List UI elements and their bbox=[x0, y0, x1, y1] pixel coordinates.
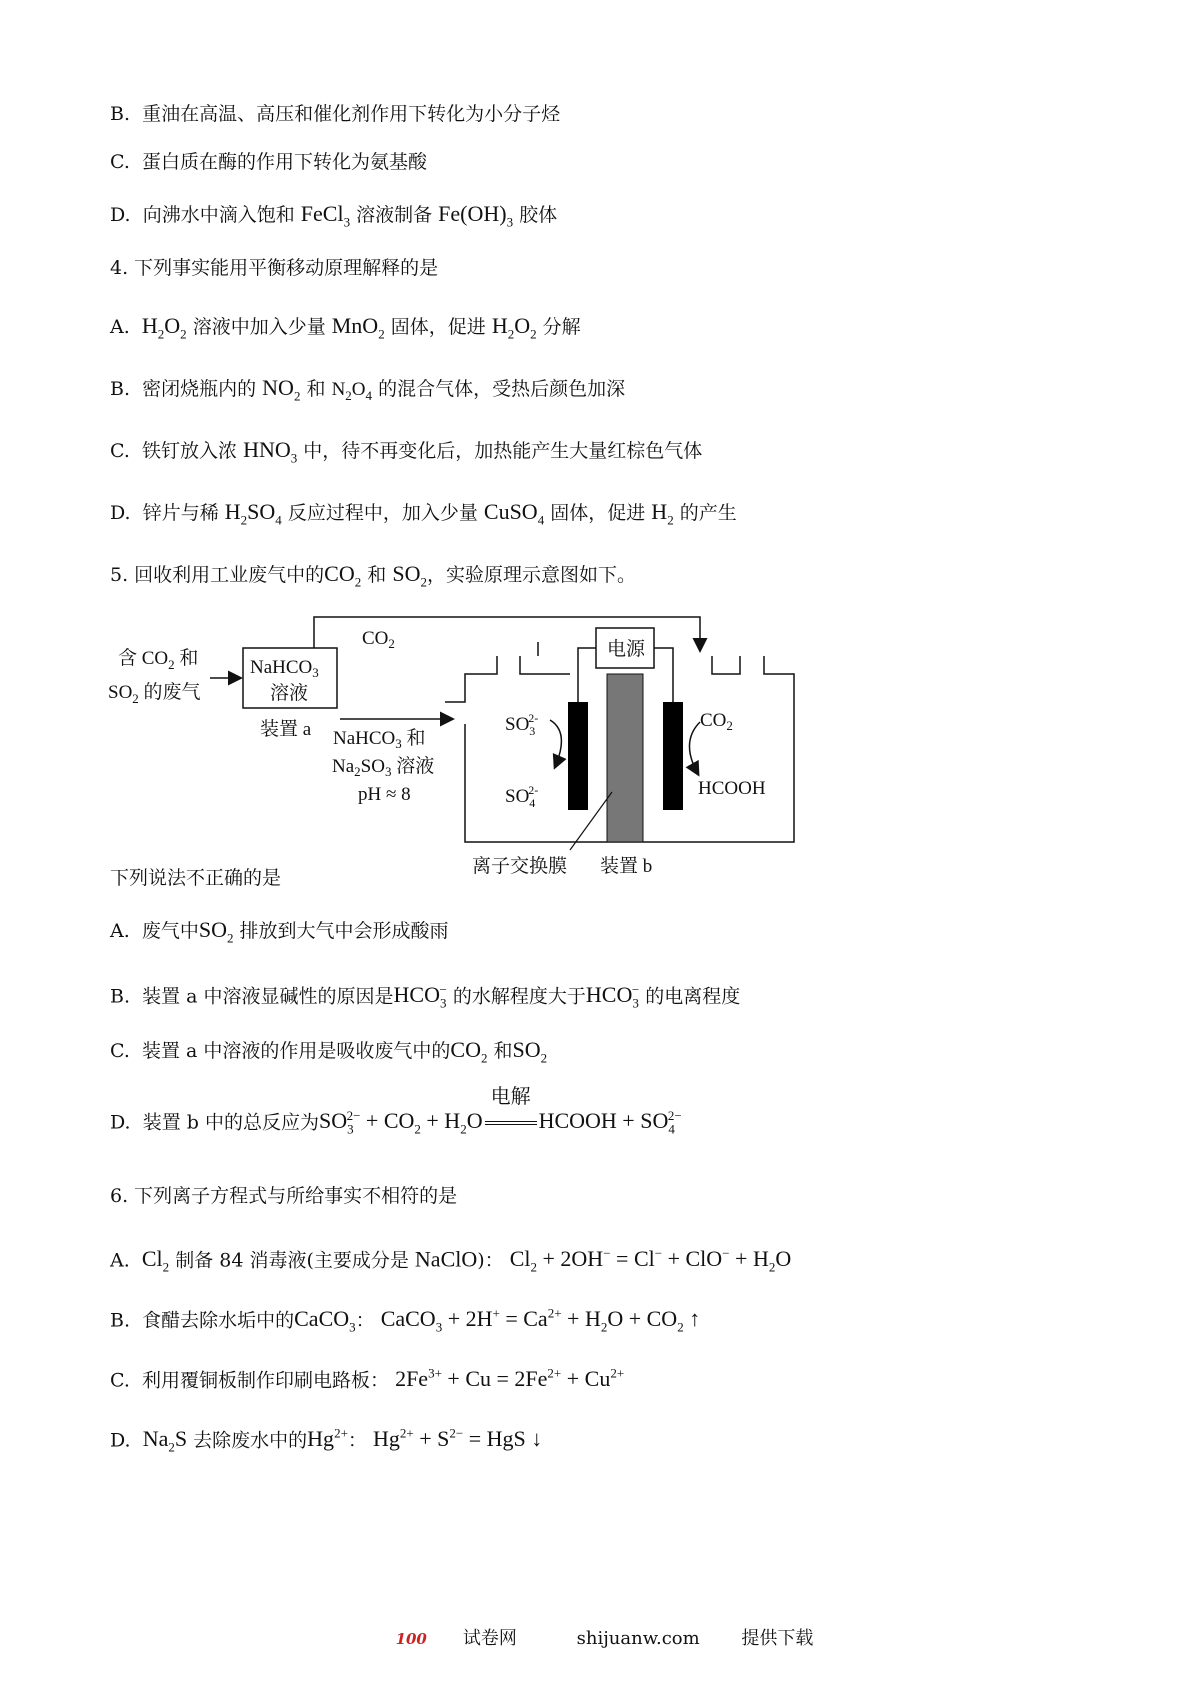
cathode-wire bbox=[654, 648, 673, 702]
device-a-label: 装置 a bbox=[260, 719, 312, 740]
solution-label-line2: $Na_2SO_3$ 溶液 bbox=[332, 756, 435, 779]
electrolysis-condition: 电解 bbox=[490, 1084, 531, 1109]
site-domain[interactable]: shijuanw.com bbox=[576, 1628, 700, 1649]
q3-option-b: B. 重油在高温、高压和催化剂作用下转化为小分子烃 bbox=[110, 103, 561, 125]
solution-ph-label: pH ≈ 8 bbox=[358, 784, 411, 805]
membrane-label: 离子交换膜 bbox=[472, 856, 568, 877]
ion-exchange-membrane bbox=[607, 674, 643, 842]
q4-option-a: A. $H_2O_2$ 溶液中加入少量 MnO$_2$ 固体，促进 $H_2O_2$ 分解 bbox=[110, 313, 581, 342]
q5-option-b: B. 装置 a 中溶液显碱性的原因是$HCO_3^-$ 的水解程度大于$HCO_3^-$ 的电离程度 bbox=[110, 982, 741, 1011]
device-b-label: 装置 b bbox=[600, 856, 653, 877]
q6-option-c: C. 利用覆铜板制作印刷电路板： $2Fe^{3+} + Cu = 2Fe^{2+} + Cu^{2+}$ bbox=[110, 1366, 625, 1392]
q6-option-b: B. 食醋去除水垢中的CaCO$_3$： CaCO$_3$ + $2H^+ = Ca^{2+} + H_2O + CO_2$ ↑ bbox=[110, 1306, 701, 1335]
q5-question: 下列说法不正确的是 bbox=[110, 867, 282, 889]
q4-option-c: C. 铁钉放入浓 $HNO_3$ 中，待不再变化后，加热能产生大量红棕色气体 bbox=[110, 437, 703, 466]
q5-option-a: A. 废气中$SO_2$ 排放到大气中会形成酸雨 bbox=[110, 917, 449, 946]
q3-option-c: C. 蛋白质在酶的作用下转化为氨基酸 bbox=[110, 151, 428, 173]
anode-reaction-arrow bbox=[550, 720, 561, 767]
site-name: 试卷网 bbox=[462, 1628, 517, 1649]
co2-top-label: $CO_2$ bbox=[362, 628, 395, 651]
solution-label-line1: NaHCO$_3$ 和 bbox=[333, 728, 426, 751]
anode bbox=[568, 702, 588, 810]
q5-option-d: D. 装置 b 中的总反应为$SO_3^{2-} + CO_2 + H_2O$ 电解 HCOOH + $SO_4^{2-}$ bbox=[110, 1084, 682, 1137]
formic-acid-label: HCOOH bbox=[698, 778, 766, 799]
cell-top-right-opening bbox=[712, 656, 740, 674]
cathode-reaction-arrow bbox=[689, 722, 700, 774]
cell-top-left-opening bbox=[520, 656, 570, 674]
sulfate-label: $SO_42-$ bbox=[505, 783, 539, 810]
q4-stem: 4. 下列事实能用平衡移动原理解释的是 bbox=[110, 257, 439, 279]
sulfite-label: $SO_32-$ bbox=[505, 711, 539, 738]
q6-option-a: A. $Cl_2$ 制备 84 消毒液(主要成分是 NaClO)： $Cl_2 + 2OH^- = Cl^- + ClO^- + H_2O$ bbox=[110, 1246, 792, 1275]
download-note: 提供下载 bbox=[741, 1628, 814, 1649]
co2-right-label: $CO_2$ bbox=[700, 710, 733, 733]
q6-option-d: D. $Na_2S$ 去除废水中的$Hg^{2+}$： $Hg^{2+} + S^{2-}$ = HgS ↓ bbox=[110, 1426, 543, 1455]
q4-option-d: D. 锌片与稀 $H_2SO_4$ 反应过程中，加入少量 CuSO$_4$ 固体，促进 $H_2$ 的产生 bbox=[110, 499, 737, 528]
cathode bbox=[663, 702, 683, 810]
page-footer bbox=[0, 1624, 1191, 1650]
q6-stem: 6. 下列离子方程式与所给事实不相符的是 bbox=[110, 1185, 458, 1207]
device-a-reagent: NaHCO$_3$ bbox=[250, 657, 319, 680]
q3-option-d: D. 向沸水中滴入饱和 FeCl$_3$ 溶液制备 $Fe(OH)_3$ 胶体 bbox=[110, 201, 558, 230]
q4-option-b: B. 密闭烧瓶内的 $NO_2$ 和 $N_2O_4$ 的混合气体，受热后颜色加深 bbox=[110, 375, 626, 404]
power-supply-label: 电源 bbox=[607, 639, 646, 660]
anode-wire bbox=[578, 648, 596, 702]
q5-stem: 5. 回收利用工业废气中的$CO_2$ 和 $SO_2$，实验原理示意图如下。 bbox=[110, 561, 636, 590]
q5-option-c: C. 装置 a 中溶液的作用是吸收废气中的$CO_2$ 和$SO_2$ bbox=[110, 1037, 548, 1066]
site-logo: 100 bbox=[395, 1630, 427, 1648]
cell-inlet-pipe bbox=[445, 656, 497, 702]
inlet-label-line2: $SO_2$ 的废气 bbox=[108, 682, 201, 706]
inlet-label-line1: 含 $CO_2$ 和 bbox=[118, 648, 199, 672]
device-a-solution: 溶液 bbox=[270, 683, 309, 704]
